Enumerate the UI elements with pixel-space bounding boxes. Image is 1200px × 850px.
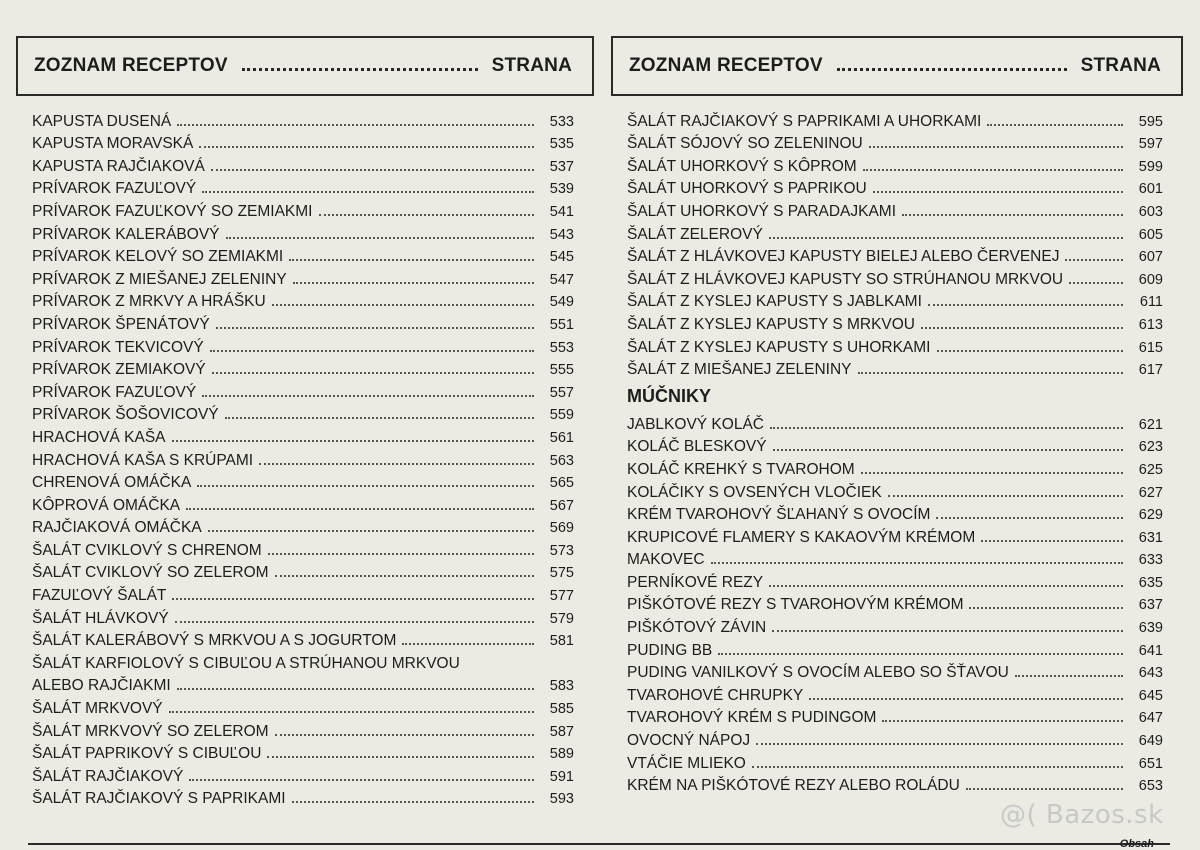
toc-entry xyxy=(627,592,1163,615)
toc-entry xyxy=(627,434,1163,457)
page-number: 545 xyxy=(549,249,574,266)
page-number: 651 xyxy=(1138,755,1163,772)
dot-leader xyxy=(861,472,1123,474)
recipe-title: PRÍVAROK ZEMIAKOVÝ xyxy=(32,361,206,379)
dot-leader xyxy=(267,756,534,758)
recipe-title: ŠALÁT PAPRIKOVÝ S CIBUĽOU xyxy=(32,745,262,763)
recipe-title: PRÍVAROK Z MRKVY A HRÁŠKU xyxy=(32,293,266,311)
recipe-title: TVAROHOVÝ KRÉM S PUDINGOM xyxy=(627,709,877,727)
dot-leader xyxy=(289,259,534,261)
dot-leader xyxy=(773,449,1123,451)
toc-entry xyxy=(32,741,574,764)
recipe-title: ŠALÁT KALERÁBOVÝ S MRKVOU A S JOGURTOM xyxy=(32,632,397,650)
page-number: 591 xyxy=(549,768,574,785)
recipe-title: KOLÁČ KREHKÝ S TVAROHOM xyxy=(627,460,855,478)
recipe-title: ŠALÁT UHORKOVÝ S PAPRIKOU xyxy=(627,180,867,198)
recipe-title: ŠALÁT SÓJOVÝ SO ZELENINOU xyxy=(627,135,863,153)
dot-leader xyxy=(226,237,535,239)
page-number: 653 xyxy=(1138,778,1163,795)
toc-entry xyxy=(627,176,1163,199)
recipe-title: KAPUSTA MORAVSKÁ xyxy=(32,135,194,153)
dot-leader xyxy=(858,372,1123,374)
toc-entry xyxy=(627,311,1163,334)
dot-leader xyxy=(212,372,534,374)
right-header-title: ZOZNAM RECEPTOV xyxy=(629,55,823,76)
toc-entry xyxy=(627,221,1163,244)
toc-entry xyxy=(32,221,574,244)
page-number: 601 xyxy=(1138,181,1163,198)
page-number: 541 xyxy=(549,203,574,220)
toc-entry xyxy=(32,198,574,221)
toc-entry xyxy=(32,176,574,199)
recipe-title: PRÍVAROK FAZUĽOVÝ xyxy=(32,383,197,401)
page-number: 557 xyxy=(549,384,574,401)
toc-entry xyxy=(32,244,574,267)
page-number: 627 xyxy=(1138,484,1163,501)
recipe-title: ŠALÁT CVIKLOVÝ S CHRENOM xyxy=(32,541,262,559)
dot-leader xyxy=(770,427,1123,429)
dot-leader xyxy=(969,607,1123,609)
dot-leader xyxy=(987,124,1123,126)
page-number: 631 xyxy=(1138,529,1163,546)
toc-entry xyxy=(32,108,574,131)
toc-entry xyxy=(32,537,574,560)
page-number: 647 xyxy=(1138,710,1163,727)
recipe-title: ŠALÁT Z HLÁVKOVEJ KAPUSTY BIELEJ ALEBO ČERVENEJ xyxy=(627,248,1060,266)
toc-entry xyxy=(627,244,1163,267)
dot-leader xyxy=(752,766,1123,768)
page-number: 569 xyxy=(549,520,574,537)
dot-leader xyxy=(1065,259,1123,261)
toc-entry xyxy=(627,660,1163,683)
dot-leader xyxy=(177,688,534,690)
left-column xyxy=(16,36,594,808)
recipe-title: KAPUSTA DUSENÁ xyxy=(32,112,172,130)
toc-entry xyxy=(627,524,1163,547)
recipe-title: PRÍVAROK FAZUĽOVÝ xyxy=(32,180,197,198)
recipe-title: PRÍVAROK TEKVICOVÝ xyxy=(32,338,204,356)
toc-entry xyxy=(627,198,1163,221)
recipe-title: PUDING BB xyxy=(627,641,713,659)
dot-leader xyxy=(292,801,534,803)
page-number: 599 xyxy=(1138,158,1163,175)
toc-entry xyxy=(627,266,1163,289)
toc-entry xyxy=(32,786,574,809)
page-number: 581 xyxy=(549,633,574,650)
recipe-title: HRACHOVÁ KAŠA S KRÚPAMI xyxy=(32,451,254,469)
toc-entry xyxy=(627,773,1163,796)
dot-leader xyxy=(259,463,534,465)
dot-leader xyxy=(189,779,534,781)
recipe-title: TVAROHOVÉ CHRUPKY xyxy=(627,686,804,704)
recipe-title: KAPUSTA RAJČIAKOVÁ xyxy=(32,157,205,175)
page-number: 593 xyxy=(549,791,574,808)
toc-entry xyxy=(627,131,1163,154)
page-number: 563 xyxy=(549,452,574,469)
recipe-title: CHRENOVÁ OMÁČKA xyxy=(32,474,192,492)
recipe-title: JABLKOVÝ KOLÁČ xyxy=(627,415,764,433)
toc-entry xyxy=(627,637,1163,660)
dot-leader xyxy=(718,653,1123,655)
dot-leader xyxy=(863,169,1123,171)
section-recipe-list xyxy=(611,411,1183,795)
recipe-title: HRACHOVÁ KAŠA xyxy=(32,428,166,446)
toc-entry xyxy=(32,695,574,718)
dot-leader xyxy=(937,350,1124,352)
page-number: 637 xyxy=(1138,597,1163,614)
dot-leader xyxy=(402,643,534,645)
page-number: 621 xyxy=(1138,416,1163,433)
page-number: 579 xyxy=(549,610,574,627)
dot-leader xyxy=(202,191,534,193)
toc-entry xyxy=(32,515,574,538)
toc-entry xyxy=(627,547,1163,570)
page-number: 573 xyxy=(549,542,574,559)
page-number: 585 xyxy=(549,701,574,718)
dot-leader xyxy=(936,517,1123,519)
toc-entry xyxy=(627,289,1163,312)
recipe-title: PERNÍKOVÉ REZY xyxy=(627,573,764,591)
recipe-title: KÔPROVÁ OMÁČKA xyxy=(32,496,181,514)
recipe-title: PRÍVAROK KELOVÝ SO ZEMIAKMI xyxy=(32,248,284,266)
recipe-title: ŠALÁT ZELEROVÝ xyxy=(627,225,763,243)
toc-entry xyxy=(32,311,574,334)
recipe-title: ALEBO RAJČIAKMI xyxy=(32,677,171,695)
recipe-title: ŠALÁT RAJČIAKOVÝ xyxy=(32,767,184,785)
recipe-title: ŠALÁT RAJČIAKOVÝ S PAPRIKAMI A UHORKAMI xyxy=(627,112,982,130)
dot-leader xyxy=(319,214,535,216)
page-number: 543 xyxy=(549,226,574,243)
toc-entry xyxy=(32,582,574,605)
dot-leader xyxy=(202,395,534,397)
recipe-title: ŠALÁT HLÁVKOVÝ xyxy=(32,609,169,627)
section-title: MÚČNIKY xyxy=(627,386,711,407)
right-header-leader xyxy=(837,68,1067,71)
dot-leader xyxy=(772,630,1123,632)
dot-leader xyxy=(197,485,534,487)
dot-leader xyxy=(275,734,534,736)
toc-entry xyxy=(627,614,1163,637)
dot-leader xyxy=(216,327,534,329)
left-header-page-label: STRANA xyxy=(491,55,572,76)
page-number: 575 xyxy=(549,565,574,582)
dot-leader xyxy=(177,124,534,126)
recipe-title: PIŠKÓTOVÉ REZY S TVAROHOVÝM KRÉMOM xyxy=(627,596,964,614)
dot-leader xyxy=(921,327,1123,329)
page-number: 603 xyxy=(1138,203,1163,220)
dot-leader xyxy=(882,720,1123,722)
page-number: 533 xyxy=(549,113,574,130)
toc-entry xyxy=(627,456,1163,479)
toc-entry xyxy=(32,650,574,673)
toc-entry xyxy=(627,411,1163,434)
recipe-title: ŠALÁT Z KYSLEJ KAPUSTY S JABLKAMI xyxy=(627,293,922,311)
recipe-title: PRÍVAROK ŠPENÁTOVÝ xyxy=(32,315,210,333)
toc-entry xyxy=(32,447,574,470)
toc-entry xyxy=(32,560,574,583)
page-number: 577 xyxy=(549,588,574,605)
toc-entry xyxy=(627,334,1163,357)
page-number: 583 xyxy=(549,678,574,695)
dot-leader xyxy=(208,530,534,532)
page-number: 607 xyxy=(1138,249,1163,266)
page-number: 549 xyxy=(549,294,574,311)
toc-entry xyxy=(32,628,574,651)
page-number: 633 xyxy=(1138,552,1163,569)
dot-leader xyxy=(711,562,1123,564)
toc-entry xyxy=(627,682,1163,705)
dot-leader xyxy=(1015,675,1123,677)
page-number: 547 xyxy=(549,271,574,288)
page-number: 639 xyxy=(1138,620,1163,637)
toc-entry xyxy=(627,502,1163,525)
page-number: 553 xyxy=(549,339,574,356)
footer-fragment: Obsah xyxy=(1119,838,1154,850)
recipe-title: ŠALÁT RAJČIAKOVÝ S PAPRIKAMI xyxy=(32,790,286,808)
page-number: 609 xyxy=(1138,271,1163,288)
dot-leader xyxy=(1069,282,1123,284)
dot-leader xyxy=(809,698,1123,700)
page-number: 539 xyxy=(549,181,574,198)
toc-entry xyxy=(627,750,1163,773)
page-number: 567 xyxy=(549,497,574,514)
dot-leader xyxy=(186,508,534,510)
left-header-box xyxy=(16,36,594,96)
toc-entry xyxy=(32,605,574,628)
dot-leader xyxy=(873,191,1123,193)
recipe-title: PUDING VANILKOVÝ S OVOCÍM ALEBO SO ŠŤAVOU xyxy=(627,664,1009,682)
recipe-title: KOLÁČIKY S OVSENÝCH VLOČIEK xyxy=(627,483,882,501)
dot-leader xyxy=(211,169,534,171)
page-number: 635 xyxy=(1138,574,1163,591)
recipe-title: ŠALÁT UHORKOVÝ S KÔPROM xyxy=(627,157,857,175)
bottom-rule xyxy=(28,843,1170,845)
dot-leader xyxy=(902,214,1123,216)
dot-leader xyxy=(293,282,534,284)
recipe-title: ŠALÁT Z KYSLEJ KAPUSTY S UHORKAMI xyxy=(627,338,931,356)
page-number: 597 xyxy=(1138,136,1163,153)
page-number: 551 xyxy=(549,316,574,333)
toc-entry xyxy=(32,492,574,515)
recipe-title: VTÁČIE MLIEKO xyxy=(627,754,746,772)
toc-entry xyxy=(32,763,574,786)
dot-leader xyxy=(769,237,1123,239)
toc-entry xyxy=(32,673,574,696)
recipe-title: KOLÁČ BLESKOVÝ xyxy=(627,438,767,456)
page-number: 613 xyxy=(1138,316,1163,333)
recipe-title: ŠALÁT MRKVOVÝ SO ZELEROM xyxy=(32,722,269,740)
toc-entry xyxy=(32,424,574,447)
watermark: @( Bazos.sk xyxy=(1000,800,1164,830)
dot-leader xyxy=(225,417,534,419)
dot-leader xyxy=(272,304,534,306)
page-number: 561 xyxy=(549,429,574,446)
page-number: 625 xyxy=(1138,461,1163,478)
page-number: 537 xyxy=(549,158,574,175)
dot-leader xyxy=(966,788,1123,790)
recipe-title: PRÍVAROK KALERÁBOVÝ xyxy=(32,225,220,243)
page-number: 555 xyxy=(549,362,574,379)
dot-leader xyxy=(769,585,1123,587)
page-number: 535 xyxy=(549,136,574,153)
page-number: 623 xyxy=(1138,439,1163,456)
recipe-title: PRÍVAROK ŠOŠOVICOVÝ xyxy=(32,406,219,424)
dot-leader xyxy=(199,146,534,148)
left-header-title: ZOZNAM RECEPTOV xyxy=(34,55,228,76)
toc-entry xyxy=(627,108,1163,131)
toc-entry xyxy=(32,131,574,154)
toc-entry xyxy=(32,334,574,357)
dot-leader xyxy=(756,743,1123,745)
dot-leader xyxy=(466,666,534,668)
page-number: 611 xyxy=(1139,294,1163,311)
recipe-title: KRÉM TVAROHOVÝ ŠĽAHANÝ S OVOCÍM xyxy=(627,506,931,524)
left-recipe-list xyxy=(16,108,594,808)
dot-leader xyxy=(169,711,534,713)
toc-entry xyxy=(32,357,574,380)
toc-entry xyxy=(627,727,1163,750)
recipe-title: PIŠKÓTOVÝ ZÁVIN xyxy=(627,619,767,637)
toc-entry xyxy=(32,402,574,425)
recipe-title: KRUPICOVÉ FLAMERY S KAKAOVÝM KRÉMOM xyxy=(627,528,976,546)
toc-entry xyxy=(627,357,1163,380)
page-number: 649 xyxy=(1138,733,1163,750)
page-number: 629 xyxy=(1138,507,1163,524)
recipe-title: RAJČIAKOVÁ OMÁČKA xyxy=(32,519,202,537)
right-column xyxy=(611,36,1183,795)
toc-entry xyxy=(627,479,1163,502)
right-header-box xyxy=(611,36,1183,96)
page-number: 641 xyxy=(1138,642,1163,659)
dot-leader xyxy=(928,304,1123,306)
recipe-title: ŠALÁT UHORKOVÝ S PARADAJKAMI xyxy=(627,202,897,220)
recipe-title: PRÍVAROK FAZUĽKOVÝ SO ZEMIAKMI xyxy=(32,202,313,220)
dot-leader xyxy=(275,575,534,577)
toc-entry xyxy=(32,718,574,741)
toc-entry xyxy=(627,153,1163,176)
right-header-page-label: STRANA xyxy=(1080,55,1161,76)
recipe-title: FAZUĽOVÝ ŠALÁT xyxy=(32,587,167,605)
dot-leader xyxy=(888,495,1123,497)
recipe-title: PRÍVAROK Z MIEŠANEJ ZELENINY xyxy=(32,270,287,288)
page-number: 589 xyxy=(549,746,574,763)
page-number: 587 xyxy=(549,723,574,740)
page-number: 615 xyxy=(1138,339,1163,356)
recipe-title: ŠALÁT Z KYSLEJ KAPUSTY S MRKVOU xyxy=(627,315,915,333)
recipe-title: OVOCNÝ NÁPOJ xyxy=(627,732,751,750)
dot-leader xyxy=(268,553,534,555)
page-number: 643 xyxy=(1138,665,1163,682)
dot-leader xyxy=(172,440,534,442)
recipe-title: ŠALÁT Z MIEŠANEJ ZELENINY xyxy=(627,361,852,379)
recipe-title: ŠALÁT CVIKLOVÝ SO ZELEROM xyxy=(32,564,269,582)
dot-leader xyxy=(210,350,534,352)
toc-entry xyxy=(32,379,574,402)
page-number: 605 xyxy=(1138,226,1163,243)
page-number: 595 xyxy=(1138,113,1163,130)
toc-entry xyxy=(32,153,574,176)
dot-leader xyxy=(175,621,534,623)
recipe-title: ŠALÁT Z HLÁVKOVEJ KAPUSTY SO STRÚHANOU MRKVOU xyxy=(627,270,1064,288)
dot-leader xyxy=(869,146,1123,148)
right-recipe-list xyxy=(611,108,1183,379)
dot-leader xyxy=(172,598,534,600)
page-number: 565 xyxy=(549,475,574,492)
toc-entry xyxy=(627,705,1163,728)
toc-entry xyxy=(32,289,574,312)
toc-entry xyxy=(32,266,574,289)
page-number: 559 xyxy=(549,407,574,424)
page-number: 645 xyxy=(1138,687,1163,704)
toc-entry xyxy=(627,569,1163,592)
recipe-title: ŠALÁT MRKVOVÝ xyxy=(32,700,163,718)
page-number: 617 xyxy=(1138,362,1163,379)
recipe-title: MAKOVEC xyxy=(627,551,705,569)
toc-entry xyxy=(32,470,574,493)
left-header-leader xyxy=(242,68,478,71)
dot-leader xyxy=(981,540,1123,542)
recipe-title: ŠALÁT KARFIOLOVÝ S CIBUĽOU A STRÚHANOU MRKVOU xyxy=(32,654,460,672)
recipe-title: KRÉM NA PIŠKÓTOVÉ REZY ALEBO ROLÁDU xyxy=(627,777,960,795)
